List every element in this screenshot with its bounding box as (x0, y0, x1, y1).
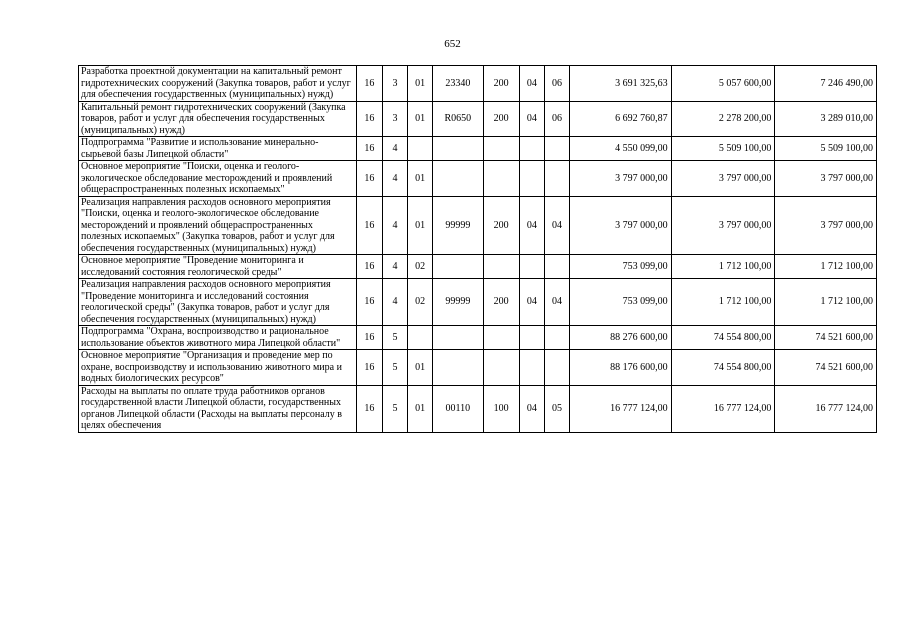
row-name-cell: Капитальный ремонт гидротехнических сооружений (Закупка товаров, работ и услуг для обеспечения государственных (муниципальных) нужд) (79, 101, 357, 137)
subprogram-code-cell: 3 (382, 66, 407, 102)
amount-year1-cell: 4 550 099,00 (570, 137, 672, 161)
subsection-cell (544, 137, 569, 161)
activity-code-cell (408, 326, 433, 350)
row-name-cell: Основное мероприятие "Организация и проведение мер по охране, воспроизводству и использованию животного мира и водных биологических ресурсов" (79, 350, 357, 386)
subsection-cell (544, 161, 569, 197)
subprogram-code-cell: 4 (382, 161, 407, 197)
expense-type-cell (483, 161, 519, 197)
subsection-cell: 05 (544, 385, 569, 432)
row-name-cell: Основное мероприятие "Проведение мониторинга и исследований состояния геологической среды" (79, 255, 357, 279)
amount-year1-cell: 6 692 760,87 (570, 101, 672, 137)
amount-year1-cell: 88 176 600,00 (570, 350, 672, 386)
budget-table (78, 65, 877, 433)
expense-type-cell: 100 (483, 385, 519, 432)
subprogram-code-cell: 3 (382, 101, 407, 137)
ministry-code-cell: 16 (356, 66, 382, 102)
direction-code-cell (433, 137, 483, 161)
amount-year3-cell: 74 521 600,00 (775, 326, 877, 350)
amount-year2-cell: 1 712 100,00 (671, 279, 775, 326)
expense-type-cell: 200 (483, 196, 519, 255)
direction-code-cell (433, 326, 483, 350)
direction-code-cell (433, 161, 483, 197)
row-name-cell: Расходы на выплаты по оплате труда работников органов государственной власти Липецкой области, государственных органов Липецкой области (Расходы на выплаты персоналу в целях обеспечения (79, 385, 357, 432)
ministry-code-cell: 16 (356, 137, 382, 161)
section-cell (519, 255, 544, 279)
amount-year2-cell: 74 554 800,00 (671, 350, 775, 386)
direction-code-cell: 99999 (433, 279, 483, 326)
ministry-code-cell: 16 (356, 196, 382, 255)
amount-year2-cell: 16 777 124,00 (671, 385, 775, 432)
direction-code-cell (433, 255, 483, 279)
ministry-code-cell: 16 (356, 161, 382, 197)
amount-year3-cell: 3 797 000,00 (775, 196, 877, 255)
direction-code-cell: 00110 (433, 385, 483, 432)
amount-year1-cell: 16 777 124,00 (570, 385, 672, 432)
direction-code-cell: R0650 (433, 101, 483, 137)
ministry-code-cell: 16 (356, 255, 382, 279)
ministry-code-cell: 16 (356, 326, 382, 350)
activity-code-cell: 01 (408, 385, 433, 432)
amount-year3-cell: 3 289 010,00 (775, 101, 877, 137)
amount-year1-cell: 3 691 325,63 (570, 66, 672, 102)
expense-type-cell: 200 (483, 279, 519, 326)
amount-year3-cell: 5 509 100,00 (775, 137, 877, 161)
subsection-cell: 04 (544, 279, 569, 326)
amount-year2-cell: 5 509 100,00 (671, 137, 775, 161)
amount-year1-cell: 3 797 000,00 (570, 161, 672, 197)
subprogram-code-cell: 4 (382, 255, 407, 279)
ministry-code-cell: 16 (356, 101, 382, 137)
amount-year3-cell: 3 797 000,00 (775, 161, 877, 197)
amount-year3-cell: 7 246 490,00 (775, 66, 877, 102)
table-row (79, 66, 877, 102)
direction-code-cell: 99999 (433, 196, 483, 255)
amount-year2-cell: 1 712 100,00 (671, 255, 775, 279)
subsection-cell (544, 326, 569, 350)
ministry-code-cell: 16 (356, 350, 382, 386)
table-row (79, 137, 877, 161)
amount-year3-cell: 16 777 124,00 (775, 385, 877, 432)
row-name-cell: Реализация направления расходов основного мероприятия "Поиски, оценка и геолого-экологическое обследование месторождений и проявлений общераспространенных полезных ископаемых" (Закупка товаров, работ и услуг для обеспечения государственных (муниципальных) нужд) (79, 196, 357, 255)
section-cell: 04 (519, 279, 544, 326)
subsection-cell: 06 (544, 66, 569, 102)
table-row (79, 350, 877, 386)
section-cell: 04 (519, 101, 544, 137)
direction-code-cell (433, 350, 483, 386)
ministry-code-cell: 16 (356, 385, 382, 432)
subprogram-code-cell: 5 (382, 385, 407, 432)
amount-year3-cell: 1 712 100,00 (775, 279, 877, 326)
table-row (79, 161, 877, 197)
activity-code-cell: 01 (408, 66, 433, 102)
subprogram-code-cell: 5 (382, 350, 407, 386)
expense-type-cell (483, 350, 519, 386)
subprogram-code-cell: 4 (382, 279, 407, 326)
row-name-cell: Подпрограмма "Развитие и использование минерально-сырьевой базы Липецкой области" (79, 137, 357, 161)
direction-code-cell: 23340 (433, 66, 483, 102)
activity-code-cell: 01 (408, 350, 433, 386)
table-row (79, 326, 877, 350)
expense-type-cell (483, 137, 519, 161)
subsection-cell (544, 350, 569, 386)
section-cell (519, 350, 544, 386)
row-name-cell: Реализация направления расходов основного мероприятия "Проведение мониторинга и исследований состояния геологической среды" (Закупка товаров, работ и услуг для обеспечения государственных (муниципальных) нужд) (79, 279, 357, 326)
subsection-cell: 04 (544, 196, 569, 255)
activity-code-cell (408, 137, 433, 161)
table-row (79, 385, 877, 432)
amount-year2-cell: 74 554 800,00 (671, 326, 775, 350)
section-cell (519, 326, 544, 350)
subsection-cell (544, 255, 569, 279)
table-row (79, 279, 877, 326)
section-cell: 04 (519, 66, 544, 102)
amount-year2-cell: 2 278 200,00 (671, 101, 775, 137)
activity-code-cell: 01 (408, 196, 433, 255)
amount-year3-cell: 1 712 100,00 (775, 255, 877, 279)
section-cell: 04 (519, 385, 544, 432)
amount-year1-cell: 3 797 000,00 (570, 196, 672, 255)
row-name-cell: Основное мероприятие "Поиски, оценка и геолого-экологическое обследование месторождений и проявлений общераспространенных полезных ископаемых" (79, 161, 357, 197)
subprogram-code-cell: 5 (382, 326, 407, 350)
subprogram-code-cell: 4 (382, 137, 407, 161)
table-row (79, 101, 877, 137)
activity-code-cell: 02 (408, 279, 433, 326)
ministry-code-cell: 16 (356, 279, 382, 326)
amount-year2-cell: 3 797 000,00 (671, 196, 775, 255)
amount-year2-cell: 5 057 600,00 (671, 66, 775, 102)
expense-type-cell (483, 326, 519, 350)
section-cell (519, 161, 544, 197)
expense-type-cell (483, 255, 519, 279)
table-row (79, 255, 877, 279)
table-row (79, 196, 877, 255)
page-number: 652 (444, 38, 461, 50)
activity-code-cell: 01 (408, 101, 433, 137)
activity-code-cell: 01 (408, 161, 433, 197)
table-body (79, 66, 877, 433)
amount-year1-cell: 753 099,00 (570, 255, 672, 279)
amount-year2-cell: 3 797 000,00 (671, 161, 775, 197)
section-cell: 04 (519, 196, 544, 255)
amount-year1-cell: 88 276 600,00 (570, 326, 672, 350)
amount-year3-cell: 74 521 600,00 (775, 350, 877, 386)
activity-code-cell: 02 (408, 255, 433, 279)
amount-year1-cell: 753 099,00 (570, 279, 672, 326)
subsection-cell: 06 (544, 101, 569, 137)
expense-type-cell: 200 (483, 101, 519, 137)
section-cell (519, 137, 544, 161)
expense-type-cell: 200 (483, 66, 519, 102)
row-name-cell: Разработка проектной документации на капитальный ремонт гидротехнических сооружений (Закупка товаров, работ и услуг для обеспечения государственных (муниципальных) нужд) (79, 66, 357, 102)
row-name-cell: Подпрограмма "Охрана, воспроизводство и рациональное использование объектов животного мира Липецкой области" (79, 326, 357, 350)
subprogram-code-cell: 4 (382, 196, 407, 255)
